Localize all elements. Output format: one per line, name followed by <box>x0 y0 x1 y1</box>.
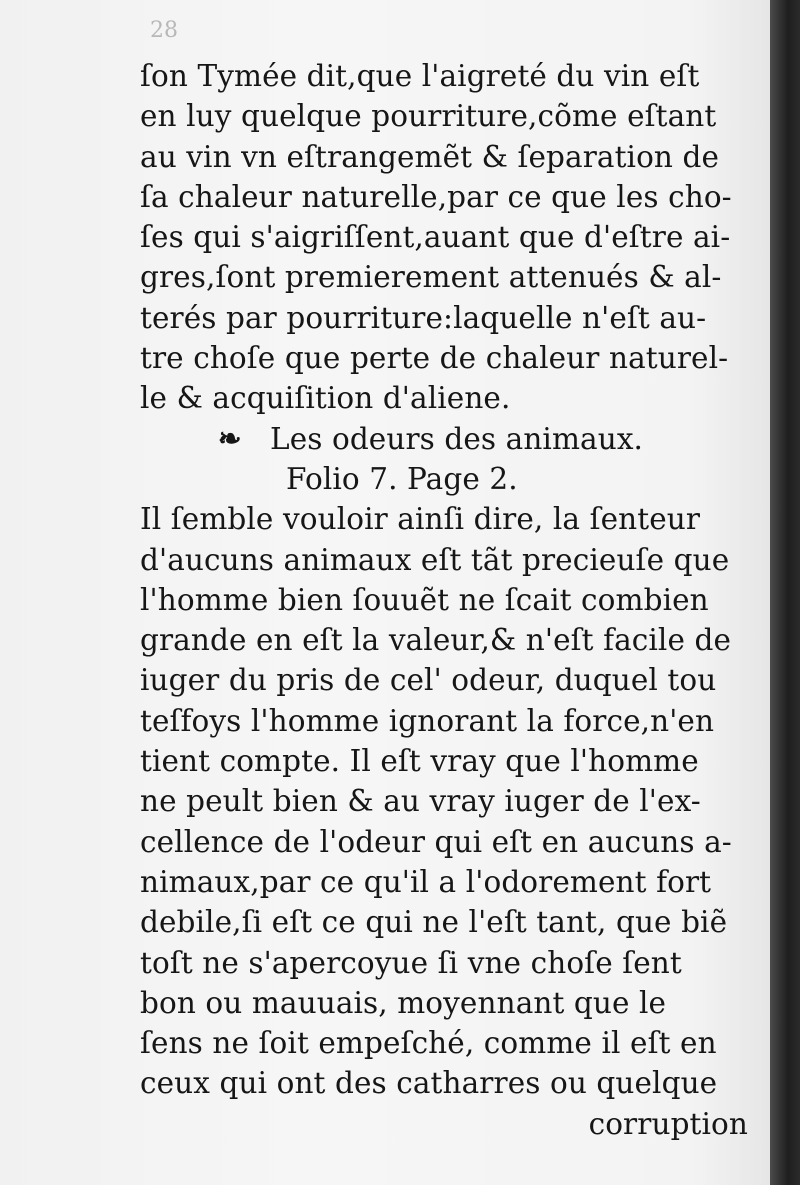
text-line-4: ſa chaleur naturelle,par ce que les cho- <box>140 179 732 214</box>
text-line-20: cellence de l'odeur qui eſt en aucuns a- <box>140 824 732 859</box>
text-line-1: ſon Tymée dit,que l'aigreté du vin eſt <box>140 59 700 93</box>
catchword: corruption <box>588 1106 748 1141</box>
text-line-26: ceux qui ont des catharres ou quelque <box>140 1066 718 1101</box>
text-line-18: tient compte. Il eſt vray que l'homme <box>140 744 699 779</box>
text-line-14: l'homme bien ſouuẽt ne ſcait combien <box>140 582 709 617</box>
text-line-5: ſes qui s'aigriſſent,auant que d'eſtre ai- <box>140 220 731 255</box>
text-line-3: au vin vn eſtrangemẽt & ſeparation de <box>140 139 720 174</box>
text-line-12: Il ſemble vouloir ainſi dire, la ſenteur <box>140 502 701 537</box>
text-line-21: nimaux,par ce qu'il a l'odorement fort <box>140 864 712 899</box>
text-line-22: debile,ſi eſt ce qui ne l'eſt tant, que biẽ <box>140 905 728 940</box>
text-line-16: iuger du pris de cel' odeur, duquel tou <box>140 663 717 698</box>
text-line-7: terés par pourriture:laquelle n'eſt au- <box>140 300 707 335</box>
text-line-24: bon ou mauuais, moyennant que le <box>140 985 667 1020</box>
book-gutter-shadow <box>770 0 800 1185</box>
text-line-15: grande en eſt la valeur,& n'eſt facile de <box>140 623 732 658</box>
text-line-8: tre choſe que perte de chaleur naturel- <box>140 341 729 376</box>
fleuron-ornament-icon: ❧ <box>218 421 242 455</box>
folio-reference: Folio 7. Page 2. <box>286 461 518 496</box>
text-line-19: ne peult bien & au vray iuger de l'ex- <box>140 784 701 819</box>
text-line-17: teſfoys l'homme ignorant la force,n'en <box>140 703 715 738</box>
text-line-6: gres,ſont premierement attenués & al- <box>140 260 722 295</box>
running-head: 28 <box>150 18 178 43</box>
text-line-2: en luy quelque pourriture,cõme eſtant <box>140 99 717 134</box>
text-line-23: toſt ne s'apercoyue ſi vne choſe ſent <box>140 945 682 980</box>
text-block <box>140 56 760 1144</box>
text-line-25: ſens ne ſoit empeſché, comme il eſt en <box>140 1026 717 1061</box>
text-line-9: le & acquiſition d'aliene. <box>140 381 511 416</box>
text-line-13: d'aucuns animaux eſt tãt precieuſe que <box>140 542 730 577</box>
section-heading: Les odeurs des animaux. <box>270 421 644 456</box>
section-heading-line <box>140 419 760 459</box>
